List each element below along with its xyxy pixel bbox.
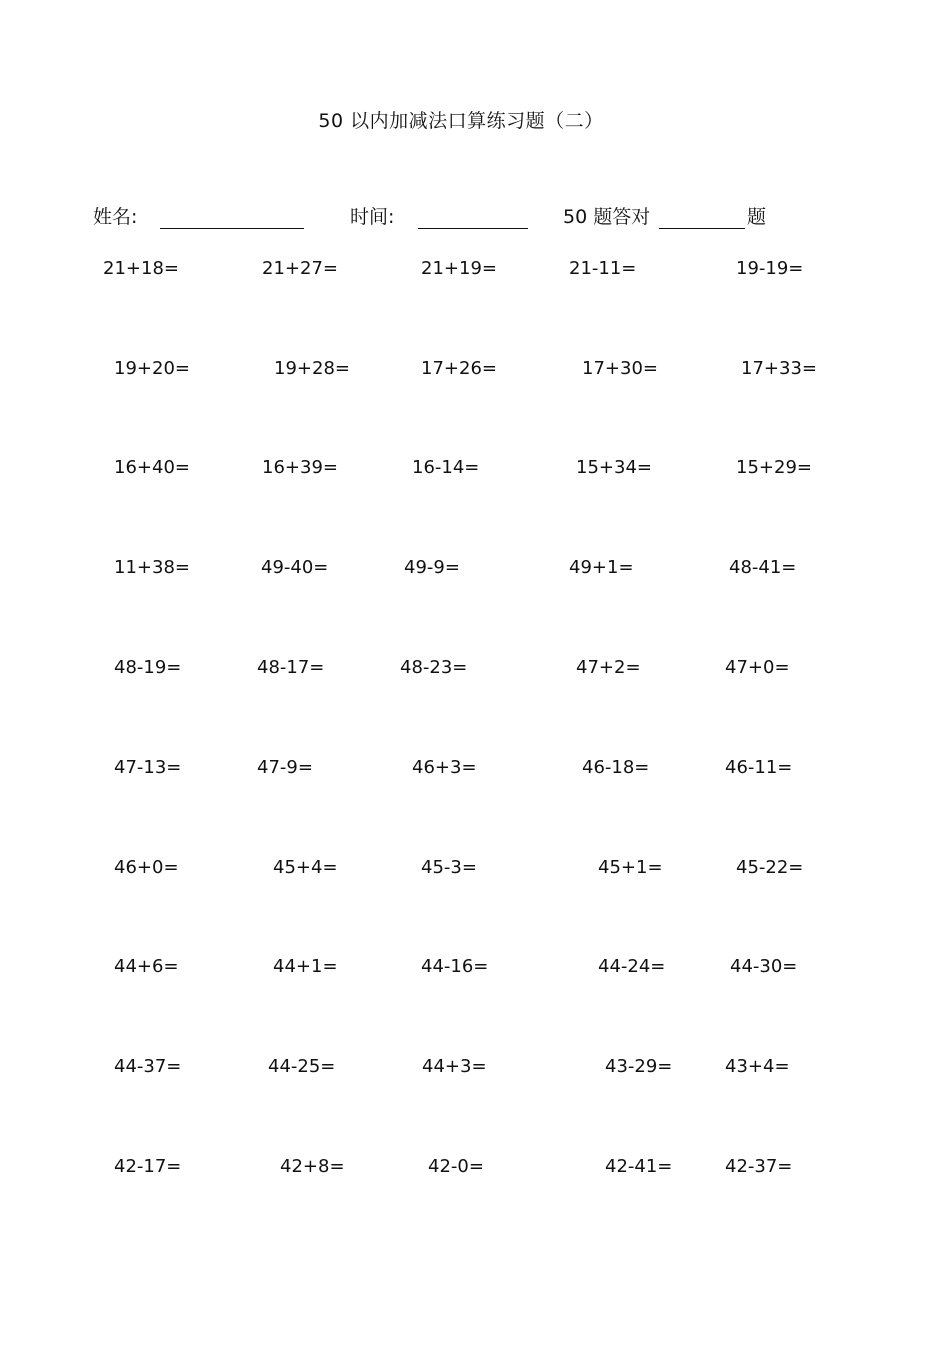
time-label: 时间: xyxy=(350,206,395,228)
problem: 44-25= xyxy=(268,1056,336,1077)
problem: 46-18= xyxy=(582,757,650,778)
problem: 48-17= xyxy=(257,657,325,678)
problem: 19-19= xyxy=(736,258,804,279)
problem: 48-41= xyxy=(729,557,797,578)
problem: 45+1= xyxy=(598,857,663,878)
problem: 48-23= xyxy=(400,657,468,678)
problem: 48-19= xyxy=(114,657,182,678)
problem: 49+1= xyxy=(569,557,634,578)
problem: 15+29= xyxy=(736,457,812,478)
problem: 47+2= xyxy=(576,657,641,678)
score-label: 50 题答对 xyxy=(563,206,651,228)
problem: 11+38= xyxy=(114,557,190,578)
problem: 42-0= xyxy=(428,1156,484,1177)
problem: 21+19= xyxy=(421,258,497,279)
problem: 49-9= xyxy=(404,557,460,578)
problem: 46+3= xyxy=(412,757,477,778)
problem: 44-16= xyxy=(421,956,489,977)
score-suffix: 题 xyxy=(747,206,767,228)
problem: 46+0= xyxy=(114,857,179,878)
problem: 46-11= xyxy=(725,757,793,778)
page-title: 50 以内加减法口算练习题（二） xyxy=(318,110,604,132)
name-blank[interactable] xyxy=(160,228,304,229)
problem: 17+33= xyxy=(741,358,817,379)
problem: 17+26= xyxy=(421,358,497,379)
problem: 21+27= xyxy=(262,258,338,279)
problem: 42-37= xyxy=(725,1156,793,1177)
problem: 16-14= xyxy=(412,457,480,478)
problem: 44-24= xyxy=(598,956,666,977)
problem: 42-41= xyxy=(605,1156,673,1177)
problem: 44+3= xyxy=(422,1056,487,1077)
problem: 21+18= xyxy=(103,258,179,279)
problem: 44+1= xyxy=(273,956,338,977)
problem: 49-40= xyxy=(261,557,329,578)
problem: 47-13= xyxy=(114,757,182,778)
problem: 43-29= xyxy=(605,1056,673,1077)
problem: 44-30= xyxy=(730,956,798,977)
problem: 15+34= xyxy=(576,457,652,478)
problem: 45+4= xyxy=(273,857,338,878)
problem: 16+39= xyxy=(262,457,338,478)
problem: 45-3= xyxy=(421,857,477,878)
time-blank[interactable] xyxy=(418,228,528,229)
problem: 16+40= xyxy=(114,457,190,478)
problem: 17+30= xyxy=(582,358,658,379)
problem: 44-37= xyxy=(114,1056,182,1077)
problem: 42-17= xyxy=(114,1156,182,1177)
problem: 47+0= xyxy=(725,657,790,678)
problem: 21-11= xyxy=(569,258,637,279)
name-label: 姓名: xyxy=(93,206,138,228)
problem: 47-9= xyxy=(257,757,313,778)
problem: 19+20= xyxy=(114,358,190,379)
problem: 43+4= xyxy=(725,1056,790,1077)
problem: 45-22= xyxy=(736,857,804,878)
problem: 19+28= xyxy=(274,358,350,379)
problem: 42+8= xyxy=(280,1156,345,1177)
problem: 44+6= xyxy=(114,956,179,977)
score-blank[interactable] xyxy=(659,228,745,229)
